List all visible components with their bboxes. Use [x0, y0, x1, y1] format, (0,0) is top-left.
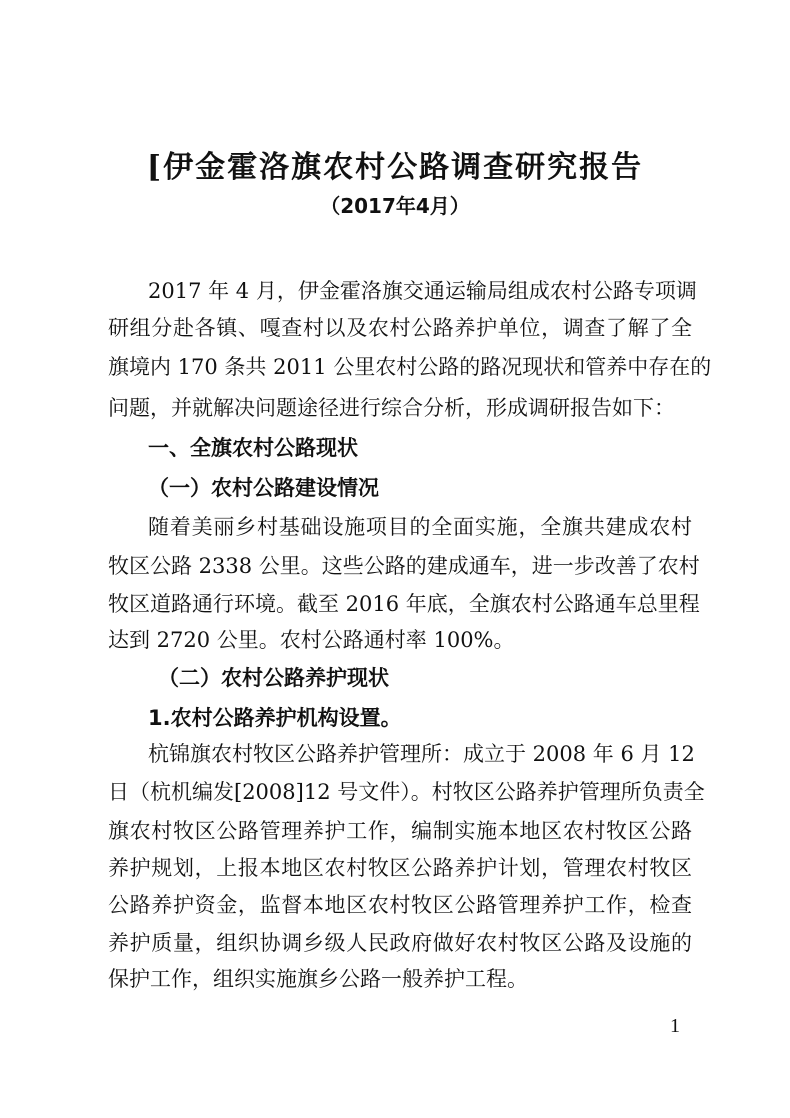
document-date: （2017年4月）	[320, 194, 470, 218]
item-1-line-5: 公路养护资金，监督本地区农村牧区公路管理养护工作，检查	[108, 893, 692, 917]
subsection-1-line-3: 牧区道路通行环境。截至 2016 年底，全旗农村公路通车总里程	[108, 592, 700, 616]
intro-line-2: 研组分赴各镇、嘎查村以及农村公路养护单位，调查了解了全	[108, 316, 692, 340]
page-number: 1	[670, 1015, 680, 1037]
subsection-2-heading: （二）农村公路养护现状	[158, 666, 389, 690]
item-1-line-1: 杭锦旗农村牧区公路养护管理所：成立于 2008 年 6 月 12	[148, 742, 695, 766]
item-1-line-2: 日（杭机编发[2008]12 号文件）。村牧区公路养护管理所负责全	[108, 780, 705, 804]
item-1-heading: 1.农村公路养护机构设置。	[148, 706, 402, 730]
document-title: [伊金霍洛旗农村公路调查研究报告	[146, 150, 644, 185]
item-1-line-7: 保护工作，组织实施旗乡公路一般养护工程。	[108, 967, 528, 991]
intro-line-3: 旗境内 170 条共 2011 公里农村公路的路况现状和管养中存在的	[108, 355, 712, 379]
item-1-line-6: 养护质量，组织协调乡级人民政府做好农村牧区公路及设施的	[108, 931, 692, 955]
subsection-1-line-1: 随着美丽乡村基础设施项目的全面实施，全旗共建成农村	[148, 515, 692, 539]
item-1-line-4: 养护规划，上报本地区农村牧区公路养护计划，管理农村牧区	[108, 856, 692, 880]
intro-line-1: 2017 年 4 月，伊金霍洛旗交通运输局组成农村公路专项调	[148, 279, 697, 303]
subsection-1-heading: （一）农村公路建设情况	[148, 476, 379, 500]
intro-line-4: 问题，并就解决问题途径进行综合分析，形成调研报告如下：	[108, 396, 675, 420]
subsection-1-line-4: 达到 2720 公里。农村公路通村率 100%。	[108, 628, 515, 652]
section-1-heading: 一、全旗农村公路现状	[148, 436, 358, 460]
item-1-line-3: 旗农村牧区公路管理养护工作，编制实施本地区农村牧区公路	[108, 819, 692, 843]
subsection-1-line-2: 牧区公路 2338 公里。这些公路的建成通车，进一步改善了农村	[108, 554, 700, 578]
